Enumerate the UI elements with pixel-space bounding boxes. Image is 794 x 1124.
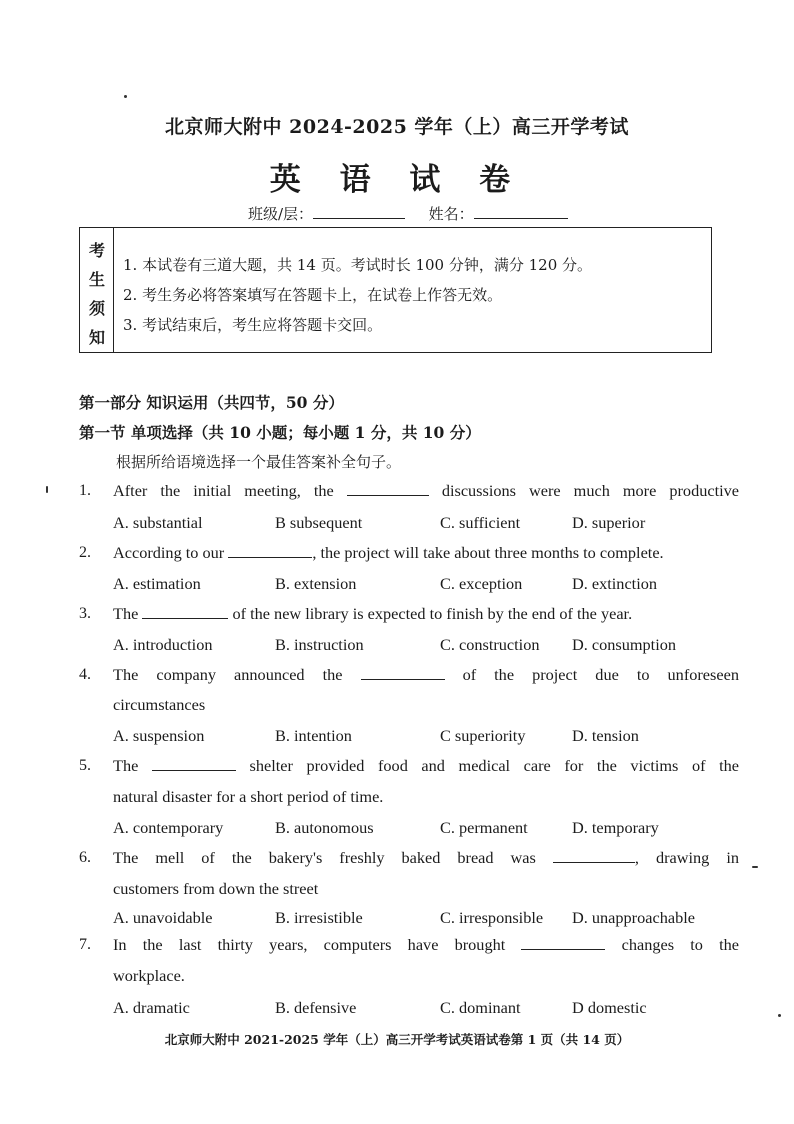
option-a[interactable]: A. unavoidable [113, 908, 213, 927]
section1-title: 第一节 单项选择（共 10 小题；每小题 1 分，共 10 分） [79, 423, 481, 442]
section1-instruction: 根据所给语境选择一个最佳答案补全句子。 [116, 453, 402, 471]
question-stem [113, 543, 664, 563]
stem-text: , drawing in [634, 848, 739, 867]
question-stem [113, 848, 739, 868]
option-b[interactable]: B. instruction [275, 635, 364, 654]
option-d[interactable]: D. extinction [572, 574, 658, 593]
part1-title: 第一部分 知识运用（共四节，50 分） [79, 393, 344, 412]
stem-text: of the new library is expected to finish by the end of the year. [232, 604, 633, 623]
scan-speck [778, 1014, 781, 1017]
question-stem [113, 665, 739, 685]
stem-text: The [113, 756, 139, 775]
question-number: 1. [79, 482, 91, 499]
stem-text: According to our [113, 543, 225, 562]
name-blank[interactable] [474, 204, 568, 219]
name-label: 姓名： [428, 205, 474, 223]
answer-blank[interactable] [228, 545, 312, 558]
notice-label-char: 须 [88, 299, 105, 318]
scan-speck [46, 486, 48, 493]
notice-label [80, 228, 114, 352]
stem-text: In the last thirty years, computers have brought [113, 935, 506, 954]
notice-item: 1. 本试卷有三道大题，共 14 页。考试时长 100 分钟，满分 120 分。 [123, 256, 593, 274]
question-stem [113, 935, 739, 955]
paper-title: 英 语 试 卷 [269, 162, 525, 198]
question-number: 3. [79, 605, 91, 622]
stem-continuation: circumstances [113, 695, 206, 714]
option-a[interactable]: A. dramatic [113, 998, 190, 1017]
class-blank[interactable] [313, 204, 405, 219]
exam-notice-box [79, 227, 712, 353]
notice-item: 2. 考生务必将答案填写在答题卡上，在试卷上作答无效。 [123, 286, 503, 304]
notice-item: 3. 考试结束后，考生应将答题卡交回。 [123, 316, 383, 334]
option-a[interactable]: A. contemporary [113, 818, 224, 837]
page-footer: 北京师大附中 2021-2025 学年（上）高三开学考试英语试卷第 1 页（共 14 页） [164, 1032, 630, 1047]
option-b[interactable]: B. defensive [275, 998, 357, 1017]
option-d[interactable]: D. tension [572, 726, 639, 745]
question-number: 7. [79, 936, 91, 953]
scan-speck [752, 866, 758, 868]
answer-blank[interactable] [553, 850, 635, 863]
option-b[interactable]: B subsequent [275, 513, 363, 532]
stem-text: of the project due to unforeseen [462, 665, 739, 684]
stem-continuation: natural disaster for a short period of time. [113, 787, 384, 806]
option-b[interactable]: B. extension [275, 574, 357, 593]
option-b[interactable]: B. intention [275, 726, 352, 745]
school-exam-title: 北京师大附中 2024-2025 学年（上）高三开学考试 [165, 116, 629, 138]
notice-label-char: 考 [88, 241, 105, 260]
stem-text: After the initial meeting, the [113, 481, 334, 500]
question-stem [113, 481, 739, 501]
option-c[interactable]: C. permanent [440, 818, 528, 837]
option-a[interactable]: A. suspension [113, 726, 205, 745]
option-d[interactable]: D. consumption [572, 635, 677, 654]
question-stem [113, 756, 739, 776]
option-a[interactable]: A. estimation [113, 574, 201, 593]
option-c[interactable]: C. dominant [440, 998, 521, 1017]
stem-text: The mell of the bakery's freshly baked bread was [113, 848, 536, 867]
stem-continuation: customers from down the street [113, 879, 319, 898]
question-number: 4. [79, 666, 91, 683]
stem-text: The [113, 604, 139, 623]
option-c[interactable]: C. construction [440, 635, 540, 654]
option-d[interactable]: D. superior [572, 513, 646, 532]
question-number: 2. [79, 544, 91, 561]
option-d[interactable]: D. unapproachable [572, 908, 695, 927]
option-b[interactable]: B. irresistible [275, 908, 363, 927]
stem-text: discussions were much more productive [441, 481, 739, 500]
stem-continuation: workplace. [113, 966, 185, 985]
stem-text: changes to the [621, 935, 739, 954]
question-stem [113, 604, 632, 624]
option-a[interactable]: A. introduction [113, 635, 213, 654]
stem-text: The company announced the [113, 665, 343, 684]
option-d[interactable]: D. temporary [572, 818, 659, 837]
stem-text: shelter provided food and medical care for the victims of the [249, 756, 740, 775]
option-a[interactable]: A. substantial [113, 513, 203, 532]
notice-label-char: 生 [88, 270, 105, 289]
answer-blank[interactable] [347, 483, 429, 496]
notice-label-char: 知 [88, 328, 105, 347]
answer-blank[interactable] [142, 606, 228, 619]
option-c[interactable]: C superiority [440, 726, 526, 745]
option-c[interactable]: C. exception [440, 574, 523, 593]
question-number: 6. [79, 849, 91, 866]
question-number: 5. [79, 757, 91, 774]
option-b[interactable]: B. autonomous [275, 818, 374, 837]
option-c[interactable]: C. irresponsible [440, 908, 544, 927]
answer-blank[interactable] [152, 758, 236, 771]
option-c[interactable]: C. sufficient [440, 513, 521, 532]
scan-speck [124, 95, 127, 98]
student-info-line [248, 203, 568, 224]
class-label: 班级/层： [248, 205, 314, 223]
answer-blank[interactable] [361, 667, 445, 680]
stem-text: , the project will take about three months to complete. [312, 543, 664, 562]
answer-blank[interactable] [521, 937, 605, 950]
option-d[interactable]: D domestic [572, 998, 647, 1017]
